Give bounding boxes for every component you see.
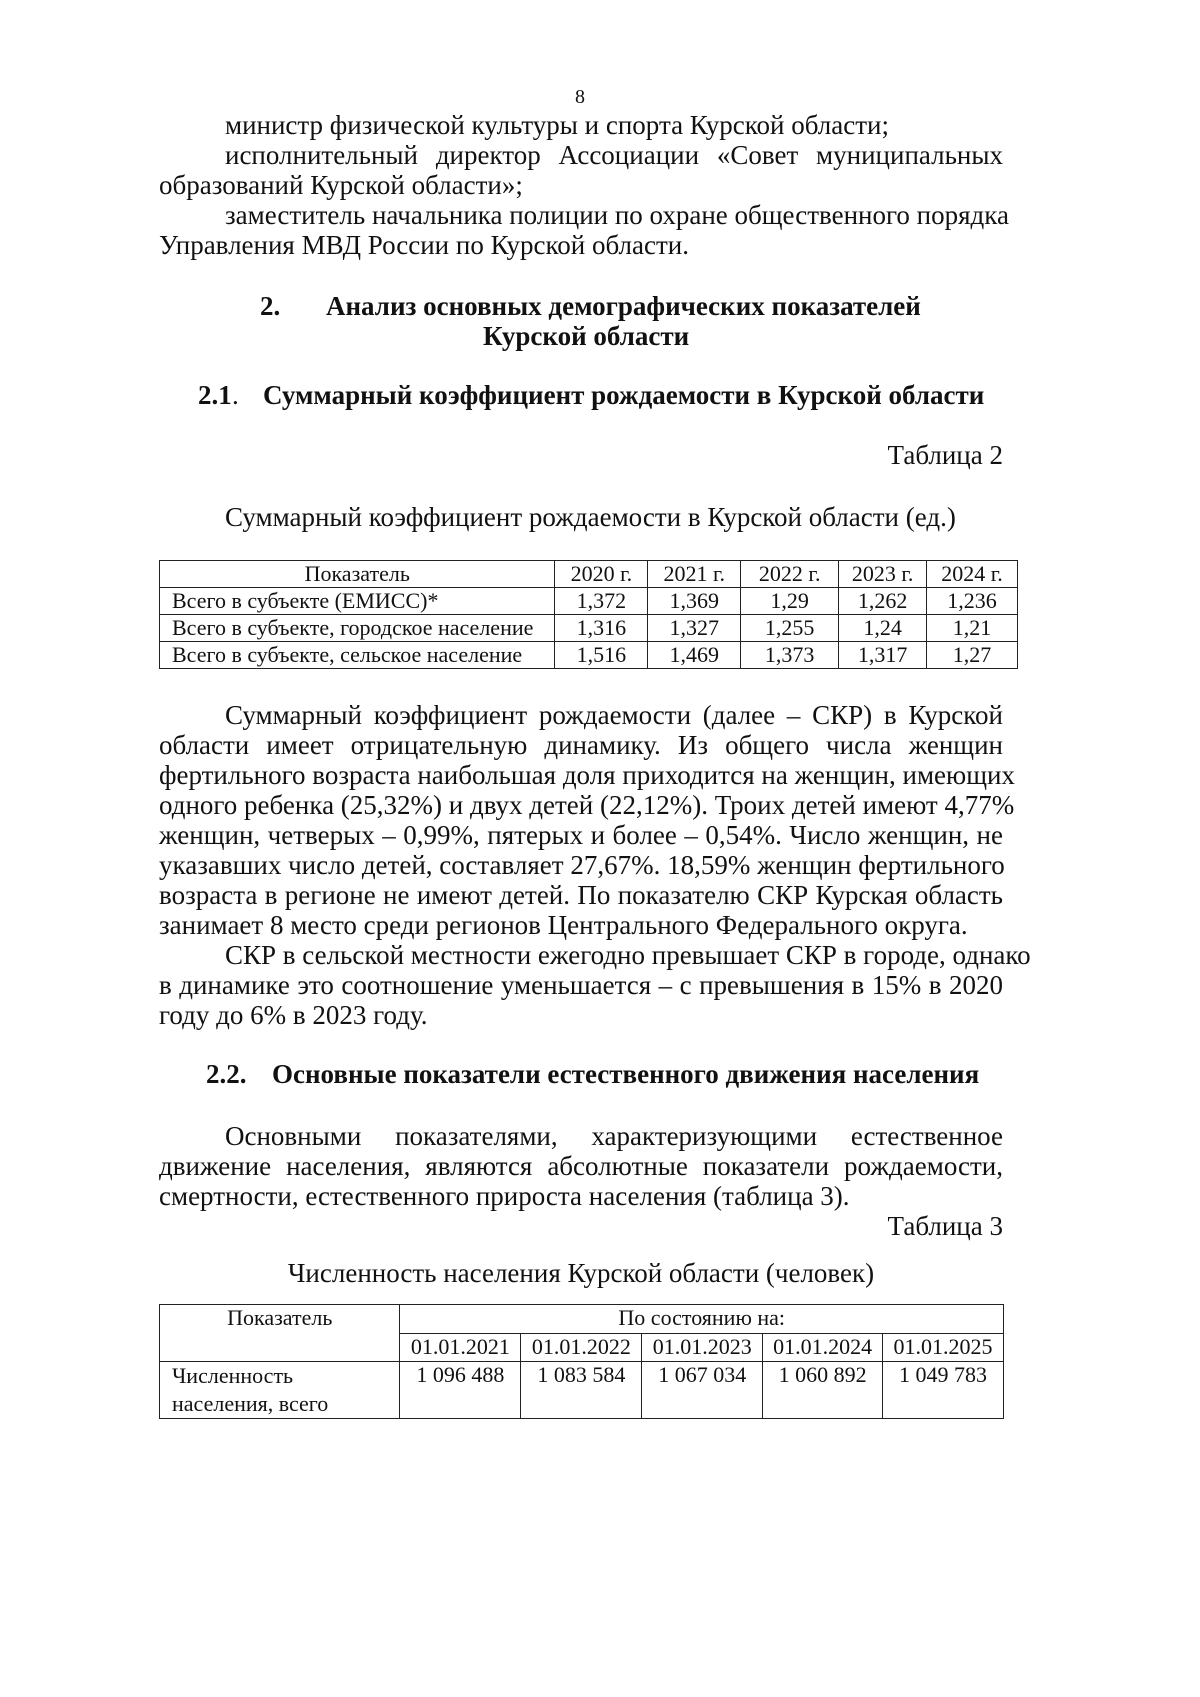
row-label: Всего в субъекте, городское население [160,615,555,642]
header-cell: 2022 г. [741,561,839,588]
header-cell: По состоянию на: [400,1305,1004,1334]
text-line: области имеет отрицательную динамику. Из общего числа женщин [159,730,1003,760]
row-label: Всего в субъекте (ЕМИСС)* [160,588,555,615]
date-header: 01.01.2022 [521,1333,642,1362]
table-cell: 1,516 [555,642,648,669]
table-cell: 1,262 [839,588,927,615]
birth-rate-table [159,560,1018,669]
table-cell: 1,24 [839,615,927,642]
table-cell: 1 060 892 [763,1362,883,1419]
row-label: Всего в субъекте, сельское население [160,642,555,669]
text-line: СКР в сельской местности ежегодно превышает СКР в городе, однако [225,940,1031,970]
text-line: указавших число детей, составляет 27,67%. 18,59% женщин фертильного [159,850,1005,880]
section-title: Основные показатели естественного движения населения [272,1059,980,1089]
table-cell: 1,27 [927,642,1018,669]
table-cell: 1 049 783 [883,1362,1004,1419]
table-cell: 1 096 488 [400,1362,521,1419]
text-line: женщин, четверых – 0,99%, пятерых и более – 0,54%. Число женщин, не [159,820,1003,850]
intro-line: Управления МВД России по Курской области. [159,230,689,260]
intro-line: заместитель начальника полиции по охране общественного порядка [225,200,1009,230]
table-cell: 1,327 [648,615,741,642]
text-line: возраста в регионе не имеют детей. По показателю СКР Курская область [159,880,1003,910]
date-header: 01.01.2024 [763,1333,883,1362]
table-caption: Численность населения Курской области (человек) [287,1258,875,1288]
table-cell: 1,316 [555,615,648,642]
table-cell: 1,469 [648,642,741,669]
table-cell: 1,369 [648,588,741,615]
section-number: 2. [260,291,281,321]
section-title: Суммарный коэффициент рождаемости в Курской области [263,380,985,410]
table-row [160,588,1018,615]
population-table [159,1304,1004,1419]
header-cell: 2024 г. [927,561,1018,588]
text-line: одного ребенка (25,32%) и двух детей (22,12%). Троих детей имеют 4,77% [159,790,1015,820]
header-cell: Показатель [160,1305,400,1362]
intro-line: образований Курской области»; [159,170,523,200]
text-line: Суммарный коэффициент рождаемости (далее – СКР) в Курской [225,700,1003,730]
date-header: 01.01.2023 [642,1333,763,1362]
table-label: Таблица 2 [887,440,1003,470]
page-number: 8 [575,86,585,108]
date-header: 01.01.2025 [883,1333,1004,1362]
text-line: фертильного возраста наибольшая доля приходится на женщин, имеющих [159,760,1015,790]
row-label [160,1362,400,1419]
header-cell: 2020 г. [555,561,648,588]
text-line: занимает 8 место среди регионов Центрального Федерального округа. [159,910,968,940]
text-line: году до 6% в 2023 году. [159,1000,428,1030]
header-cell: Показатель [160,561,555,588]
text-line: Основными показателями, характеризующими естественное [225,1121,1003,1151]
table-cell: 1,255 [741,615,839,642]
table-cell: 1 083 584 [521,1362,642,1419]
row-label-line: Численность [172,1363,294,1388]
table-cell: 1,373 [741,642,839,669]
intro-line: исполнительный директор Ассоциации «Совет муниципальных [225,140,1003,170]
table-cell: 1,29 [741,588,839,615]
section-title: Анализ основных демографических показателей [326,291,921,321]
header-cell: 2021 г. [648,561,741,588]
text-line: в динамике это соотношение уменьшается – с превышения в 15% в 2020 [159,970,1003,1000]
table-cell: 1,236 [927,588,1018,615]
table-caption: Суммарный коэффициент рождаемости в Курской области (ед.) [225,502,956,532]
table-row [160,1362,1004,1419]
table-cell: 1 067 034 [642,1362,763,1419]
table-header-row [160,1305,1004,1334]
section-number: 2.1 [198,380,232,410]
table-row [160,642,1018,669]
section-title: Курской области [483,321,690,351]
date-header: 01.01.2021 [400,1333,521,1362]
table-cell: 1,317 [839,642,927,669]
section-number: 2.2. [206,1059,247,1089]
row-label-line: населения, всего [172,1391,329,1416]
text-line: смертности, естественного прироста населения (таблица 3). [159,1181,850,1211]
text-line: движение населения, являются абсолютные показатели рождаемости, [159,1151,1003,1181]
section-number-dot: . [232,380,239,410]
table-cell: 1,372 [555,588,648,615]
header-cell: 2023 г. [839,561,927,588]
table-cell: 1,21 [927,615,1018,642]
table-row [160,615,1018,642]
intro-line: министр физической культуры и спорта Курской области; [225,110,889,140]
table-label: Таблица 3 [887,1211,1003,1241]
table-header-row [160,561,1018,588]
